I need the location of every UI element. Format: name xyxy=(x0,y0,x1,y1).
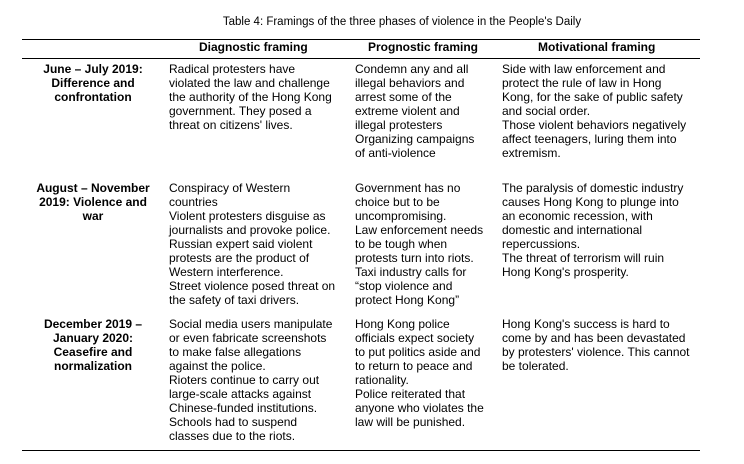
cell-line: officials expect society xyxy=(355,331,475,345)
row-label-line: 2019: Violence and xyxy=(39,195,147,209)
cell-line: Law enforcement needs xyxy=(355,223,484,237)
header-diagnostic: Diagnostic framing xyxy=(199,40,308,54)
cell-line: protect the rule of law in Hong xyxy=(502,76,662,90)
row-label-line: June – July 2019: xyxy=(43,62,143,76)
cell-line: The paralysis of domestic industry xyxy=(502,181,684,195)
cell-line: Taxi industry calls for xyxy=(355,265,467,279)
cell-line: be tolerated. xyxy=(502,359,569,373)
cell-line: “stop violence and xyxy=(355,279,453,293)
cell-line: extremism. xyxy=(502,146,561,160)
row-label xyxy=(22,181,164,223)
cell-line: Social media users manipulate xyxy=(169,317,333,331)
cell-line: Radical protesters have xyxy=(169,62,296,76)
cell-line: Hong Kong police xyxy=(355,317,450,331)
cell-line: Western interference. xyxy=(169,265,284,279)
cell-line: illegal behaviors and xyxy=(355,76,465,90)
cell-line: Schools had to suspend xyxy=(169,415,298,429)
cell-line: Those violent behaviors negatively xyxy=(502,118,687,132)
cell-line: extreme violent and xyxy=(355,104,460,118)
cell-line: Government has no xyxy=(355,181,461,195)
row-label-line: Difference and xyxy=(51,76,135,90)
cell-line: Rioters continue to carry out xyxy=(169,373,320,387)
cell-line: Condemn any and all xyxy=(355,62,469,76)
cell-line: illegal protesters xyxy=(355,118,443,132)
cell-line: The threat of terrorism will ruin xyxy=(502,251,665,265)
cell-line: Violent protesters disguise as xyxy=(169,209,326,223)
cell-line: to put politics aside and xyxy=(355,345,481,359)
cell-motivational xyxy=(502,62,702,160)
cell-line: to be tough when xyxy=(355,237,448,251)
cell-line: Conspiracy of Western xyxy=(169,181,291,195)
cell-line: uncompromising. xyxy=(355,209,447,223)
cell-line: Chinese-funded institutions. xyxy=(169,401,318,415)
cell-line: and social order. xyxy=(502,104,591,118)
cell-line: against the police. xyxy=(169,359,266,373)
cell-motivational xyxy=(502,181,702,279)
cell-line: by protesters' violence. This cannot xyxy=(502,345,690,359)
cell-line: repercussions. xyxy=(502,237,581,251)
cell-line: domestic and international xyxy=(502,223,643,237)
cell-motivational xyxy=(502,317,702,373)
cell-line: journalists and provoke police. xyxy=(169,223,331,237)
row-label xyxy=(22,317,164,373)
header-prognostic: Prognostic framing xyxy=(368,40,479,54)
row-label-line: confrontation xyxy=(54,90,132,104)
cell-line: Hong Kong's prosperity. xyxy=(502,265,629,279)
cell-line: law will be punished. xyxy=(355,415,466,429)
cell-line: protests turn into riots. xyxy=(355,251,474,265)
cell-line: threat on citizens' lives. xyxy=(169,118,293,132)
cell-line: Russian expert said violent xyxy=(169,237,313,251)
cell-line: Organizing campaigns xyxy=(355,132,475,146)
row-label-line: normalization xyxy=(53,359,132,373)
cell-line: protests are the product of xyxy=(169,251,310,265)
cell-diagnostic xyxy=(169,181,349,307)
row-label-line: August – November xyxy=(36,181,150,195)
cell-line: Hong Kong's success is hard to xyxy=(502,317,670,331)
cell-line: come by and has been devastated xyxy=(502,331,686,345)
cell-line: Side with law enforcement and xyxy=(502,62,666,76)
cell-line: protect Hong Kong” xyxy=(355,293,460,307)
row-label-line: December 2019 – xyxy=(43,317,143,331)
cell-line: countries xyxy=(169,195,218,209)
cell-line: the safety of taxi drivers. xyxy=(169,293,300,307)
cell-line: to make false allegations xyxy=(169,345,302,359)
cell-line: an economic recession, with xyxy=(502,209,653,223)
row-label xyxy=(22,62,164,104)
cell-line: Kong, for the sake of public safety xyxy=(502,90,683,104)
row-label-line: war xyxy=(82,209,104,223)
cell-line: the authority of the Hong Kong xyxy=(169,90,332,104)
cell-line: causes Hong Kong to plunge into xyxy=(502,195,679,209)
cell-line: rationality. xyxy=(355,373,409,387)
cell-line: or even fabricate screenshots xyxy=(169,331,327,345)
cell-line: Street violence posed threat on xyxy=(169,279,336,293)
cell-line: anyone who violates the xyxy=(355,401,484,415)
cell-line: affect teenagers, luring them into xyxy=(502,132,677,146)
table-bottom-rule xyxy=(22,450,700,451)
cell-line: large-scale attacks against xyxy=(169,387,312,401)
cell-prognostic xyxy=(355,181,495,307)
table-header-rule xyxy=(22,58,700,59)
row-label-line: January 2020: xyxy=(52,331,134,345)
header-motivational: Motivational framing xyxy=(538,40,656,54)
cell-diagnostic xyxy=(169,317,349,443)
cell-prognostic xyxy=(355,317,495,429)
cell-line: to return to peace and xyxy=(355,359,473,373)
cell-line: Police reiterated that xyxy=(355,387,466,401)
row-label-line: Ceasefire and xyxy=(53,345,133,359)
cell-line: violated the law and challenge xyxy=(169,76,330,90)
cell-line: choice but to be xyxy=(355,195,440,209)
cell-line: classes due to the riots. xyxy=(169,429,296,443)
cell-line: arrest some of the xyxy=(355,90,452,104)
cell-line: of anti-violence xyxy=(355,146,436,160)
table-caption: Table 4: Framings of the three phases of violence in the People's Daily xyxy=(222,16,582,28)
cell-line: government. They posed a xyxy=(169,104,312,118)
cell-prognostic xyxy=(355,62,495,160)
cell-diagnostic xyxy=(169,62,349,132)
